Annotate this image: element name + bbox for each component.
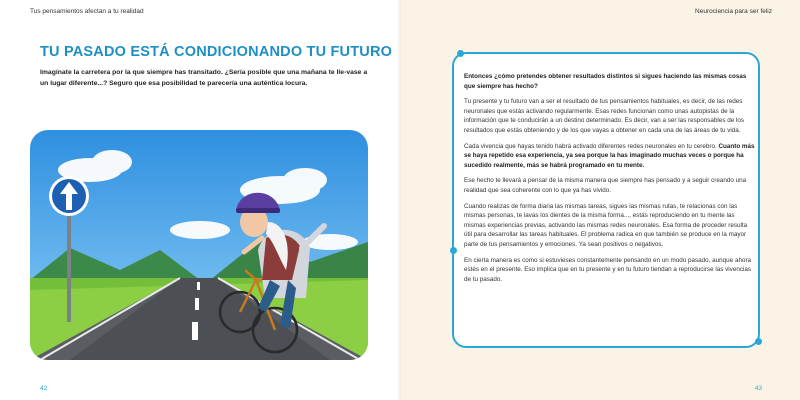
intro-text: Imagínate la carretera por la que siempre has transitado. ¿Sería posible que una mañana te lle-vase a un lugar diferente...? Seguro que esa posibilidad te parecería una auténtica locura. [40,69,368,87]
paragraph-2-bold: Cuanto más se haya repetido esa experiencia, ya sea porque la has imaginado muchas veces o porque ha sucedido realmente, más se habrá programado en tu mente. [464,142,755,169]
box-question: Entonces ¿cómo pretendes obtener resultados distintos si sigues haciendo las mismas cosas que siempre has hecho? [464,73,747,90]
page-number-left: 42 [40,385,48,392]
page-number-right: 43 [754,385,762,392]
box-content [464,72,756,290]
book-spine [398,0,402,400]
decorative-dot [457,50,464,57]
paragraph-5: En cierta manera es como si estuvieses constantemente pensando en un modo pasado, aunque ahora estés en el presente. Eso implica que en tu presente y en tu futuro tiendan a reproducirse las vivencias de tu pasado. [464,256,752,283]
cyclist-illustration [30,130,368,360]
decorative-dot [450,247,457,254]
paragraph-2 [464,142,756,171]
chapter-title: TU PASADO ESTÁ CONDICIONANDO TU FUTURO [40,44,393,60]
running-head-left: Tus pensamientos afectan a tu realidad [30,8,144,15]
right-page [400,0,800,400]
paragraph-2-start: Cada vivencia que hayas tenido habrá activado diferentes redes neuronales en tu cerebro. [464,142,719,150]
running-head-right: Neurociencia para ser feliz [695,8,772,15]
paragraph-1: Tu presente y tu futuro van a ser el resultado de tus pensamientos habituales, es decir, de las redes neuronales que estás activando regularmente. Esas redes funcionan como unas autopistas de la información que te conducirán a un destino determinado. Es decir, van a ser las responsables de los resultados que estás obteniendo y de los que vayas a obtener en cada una de las áreas de tu vida. [464,98,745,134]
decorative-dot [755,338,762,345]
paragraph-4: Cuando realizas de forma diaria las mismas tareas, sigues las mismas rutas, te relacionas con las mismas personas, te lavas los dientes de la misma forma..., estás reproduciendo en tu mente las mismas experiencias previas, activando las mismas redes neuronales. Esa forma de proceder resulta útil para desarrollar las tareas habituales. El problema radica en que también se produce en la mayor parte de tus pensamientos y emociones. Ya sean positivos o negativos. [464,202,748,248]
paragraph-3: Ese hecho te llevará a pensar de la misma manera que siempre has pensado y a seguir creando una realidad que sea coherente con lo que ya has vivido. [464,177,747,194]
